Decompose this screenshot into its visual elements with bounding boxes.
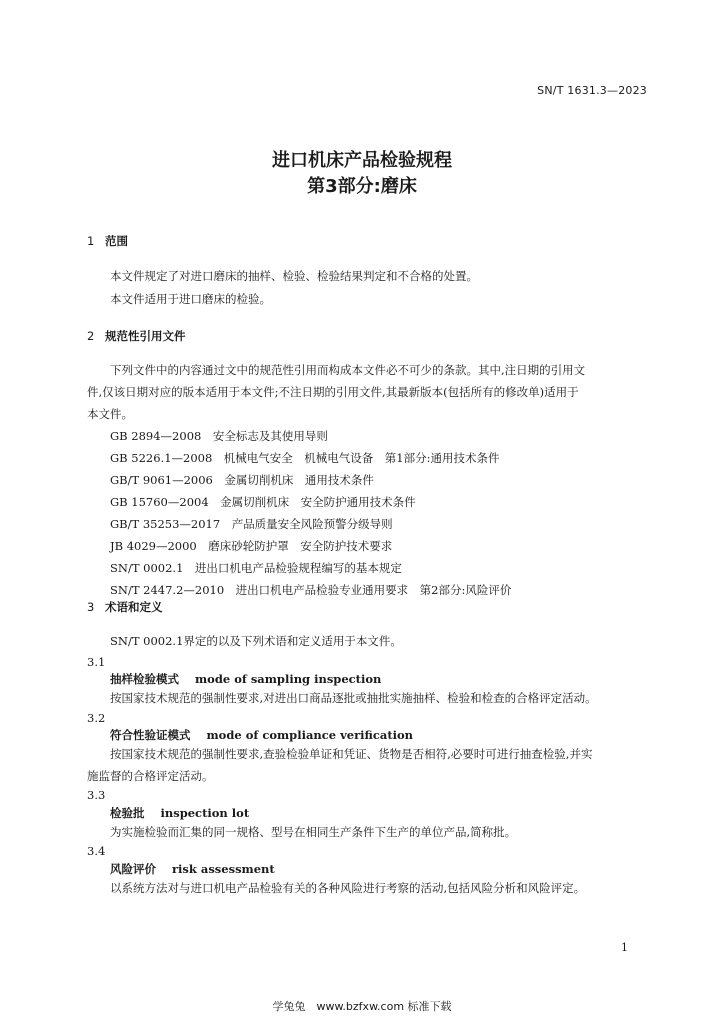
reference-item: SN/T 2447.2—2010 进出口机电产品检验专业通用要求 第2部分:风险评价	[110, 583, 512, 597]
term-number: 3.3	[87, 788, 106, 802]
term-definition: 以系统方法对与进口机电产品检验有关的各种风险进行考察的活动,包括风险分析和风险评定。	[110, 881, 586, 895]
document-subtitle: 第3部分:磨床	[307, 176, 417, 197]
term-chinese: 符合性验证模式	[110, 728, 191, 742]
paragraph: 本文件规定了对进口磨床的抽样、检验、检验结果判定和不合格的处置。	[110, 269, 478, 283]
paragraph: 本文件。	[87, 407, 133, 421]
section-heading-normative-references	[87, 328, 186, 344]
paragraph: 下列文件中的内容通过文中的规范性引用而构成本文件必不可少的条款。其中,注日期的引用文	[110, 363, 586, 377]
term-chinese: 抽样检验模式	[110, 672, 179, 686]
term-heading	[110, 861, 275, 877]
term-definition: 按国家技术规范的强制性要求,对进出口商品逐批或抽批实施抽样、检验和检查的合格评定活动。	[110, 691, 597, 705]
term-number: 3.2	[87, 711, 106, 725]
reference-item: GB 5226.1—2008 机械电气安全 机械电气设备 第1部分:通用技术条件	[110, 451, 500, 465]
paragraph: SN/T 0002.1界定的以及下列术语和定义适用于本文件。	[110, 634, 402, 648]
term-english: inspection lot	[160, 806, 250, 820]
section-number: 3	[87, 600, 95, 614]
paragraph: 件,仅该日期对应的版本适用于本文件;不注日期的引用文件,其最新版本(包括所有的修改单)适用于	[87, 385, 579, 399]
term-definition-continued: 施监督的合格评定活动。	[87, 769, 214, 783]
section-title: 术语和定义	[105, 600, 163, 614]
section-title: 规范性引用文件	[105, 329, 186, 343]
paragraph: 本文件适用于进口磨床的检验。	[110, 292, 271, 306]
reference-item: GB 2894—2008 安全标志及其使用导则	[110, 429, 328, 443]
term-english: mode of compliance verification	[206, 728, 414, 742]
reference-item: GB/T 9061—2006 金属切削机床 通用技术条件	[110, 473, 374, 487]
page-number: 1	[621, 941, 628, 954]
reference-item: GB 15760—2004 金属切削机床 安全防护通用技术条件	[110, 495, 416, 509]
section-heading-terms	[87, 599, 163, 615]
term-chinese: 检验批	[110, 806, 145, 820]
standard-number: SN/T 1631.3—2023	[537, 84, 647, 97]
reference-item: JB 4029—2000 磨床砂轮防护罩 安全防护技术要求	[110, 539, 393, 553]
term-heading	[110, 671, 381, 687]
section-number: 1	[87, 234, 95, 248]
section-heading-scope	[87, 233, 128, 249]
document-title: 进口机床产品检验规程	[272, 150, 452, 171]
section-title: 范围	[105, 234, 128, 248]
section-number: 2	[87, 329, 95, 343]
reference-item: GB/T 35253—2017 产品质量安全风险预警分级导则	[110, 517, 393, 531]
term-heading	[110, 727, 413, 743]
term-definition: 为实施检验而汇集的同一规格、型号在相同生产条件下生产的单位产品,简称批。	[110, 825, 517, 839]
term-chinese: 风险评价	[110, 862, 156, 876]
footer-watermark: 学兔兔 www.bzfxw.com 标准下载	[272, 1000, 452, 1013]
reference-item: SN/T 0002.1 进出口机电产品检验规程编写的基本规定	[110, 561, 402, 575]
term-definition: 按国家技术规范的强制性要求,查验检验单证和凭证、货物是否相符,必要时可进行抽查检验,并实	[110, 747, 593, 761]
term-english: risk assessment	[172, 862, 275, 876]
term-number: 3.4	[87, 844, 106, 858]
term-heading	[110, 805, 249, 821]
term-number: 3.1	[87, 655, 106, 669]
term-english: mode of sampling inspection	[195, 672, 382, 686]
